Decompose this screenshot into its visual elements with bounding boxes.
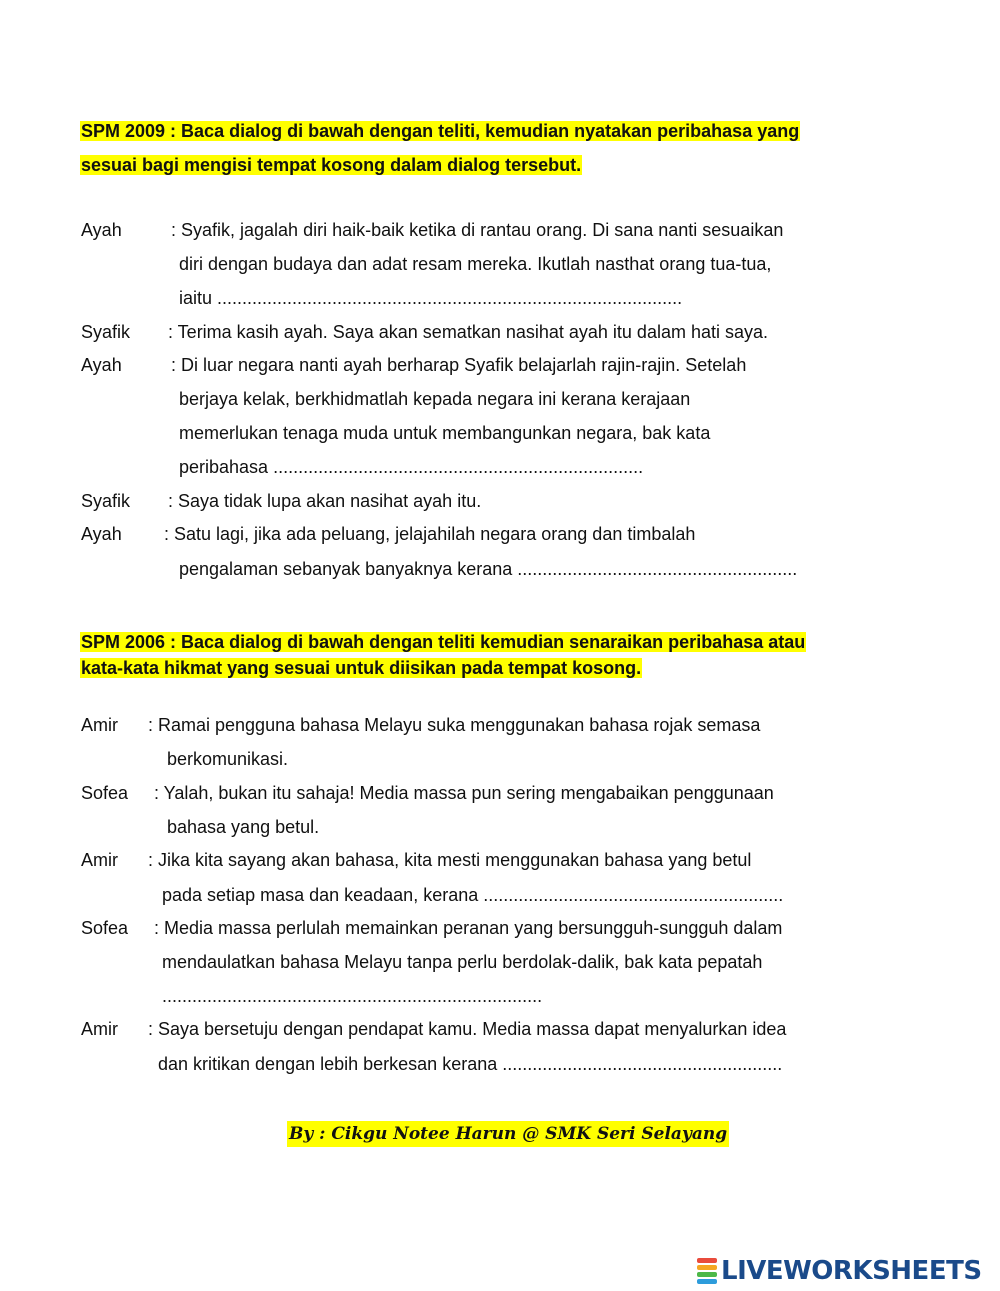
instruction-spm-2009 — [80, 114, 880, 182]
dialog-line: : Di luar negara nanti ayah berharap Syafik belajarlah rajin-rajin. Setelah — [171, 355, 747, 375]
logo-text: LIVEWORKSHEETS — [721, 1256, 982, 1286]
liveworksheets-logo[interactable] — [697, 1254, 982, 1288]
instruction-line-2: kata-kata hikmat yang sesuai untuk diisikan pada tempat kosong. — [81, 658, 642, 678]
dialog-line-blank: dan kritikan dengan lebih berkesan kerana ........................................................ — [158, 1054, 783, 1074]
speaker-label: Ayah — [81, 524, 122, 544]
dialog-line: : Saya tidak lupa akan nasihat ayah itu. — [168, 491, 482, 511]
logo-mark-segment — [697, 1272, 717, 1277]
dialog-line: : Satu lagi, jika ada peluang, jelajahilah negara orang dan timbalah — [164, 524, 696, 544]
dialog-line: berkomunikasi. — [167, 749, 289, 769]
dialog-line-blank: ............................................................................ — [162, 986, 543, 1006]
logo-mark-segment — [697, 1279, 717, 1284]
dialog-line: : Yalah, bukan itu sahaja! Media massa pun sering mengabaikan penggunaan — [154, 783, 774, 803]
instruction-spm-2006 — [80, 629, 880, 681]
speaker-label: Sofea — [81, 783, 129, 803]
dialog-line: : Saya bersetuju dengan pendapat kamu. Media massa dapat menyalurkan idea — [148, 1019, 787, 1039]
speaker-label: Amir — [81, 1019, 118, 1039]
dialog-line-blank: iaitu ............................................................................................. — [179, 288, 683, 308]
dialog-line: : Terima kasih ayah. Saya akan sematkan nasihat ayah itu dalam hati saya. — [168, 322, 769, 342]
dialog-line: : Syafik, jagalah diri haik-baik ketika di rantau orang. Di sana nanti sesuaikan — [171, 220, 784, 240]
instruction-line-1: SPM 2009 : Baca dialog di bawah dengan teliti, kemudian nyatakan peribahasa yang — [81, 121, 800, 141]
dialog-line: mendaulatkan bahasa Melayu tanpa perlu berdolak-dalik, bak kata pepatah — [162, 952, 763, 972]
liveworksheets-mark-icon — [697, 1257, 717, 1285]
instruction-line-1: SPM 2006 : Baca dialog di bawah dengan teliti kemudian senaraikan peribahasa atau — [81, 632, 806, 652]
author-credit: By : Cikgu Notee Harun @ SMK Seri Selayang — [287, 1121, 729, 1147]
speaker-label: Ayah — [81, 355, 122, 375]
logo-mark-segment — [697, 1265, 717, 1270]
dialog-line: diri dengan budaya dan adat resam mereka. Ikutlah nasthat orang tua-tua, — [179, 254, 772, 274]
dialog-line: : Media massa perlulah memainkan peranan yang bersungguh-sungguh dalam — [154, 918, 783, 938]
logo-mark-segment — [697, 1258, 717, 1263]
speaker-label: Ayah — [81, 220, 122, 240]
dialog-line-blank: pada setiap masa dan keadaan, kerana ............................................................ — [162, 885, 784, 905]
dialog-line: bahasa yang betul. — [167, 817, 320, 837]
instruction-line-2: sesuai bagi mengisi tempat kosong dalam dialog tersebut. — [81, 155, 582, 175]
speaker-label: Syafik — [81, 491, 131, 511]
speaker-label: Syafik — [81, 322, 131, 342]
dialog-line: berjaya kelak, berkhidmatlah kepada negara ini kerana kerajaan — [179, 389, 691, 409]
dialog-line: : Ramai pengguna bahasa Melayu suka menggunakan bahasa rojak semasa — [148, 715, 761, 735]
dialog-line-blank: peribahasa .......................................................................... — [179, 457, 644, 477]
dialog-line: : Jika kita sayang akan bahasa, kita mesti menggunakan bahasa yang betul — [148, 850, 752, 870]
speaker-label: Sofea — [81, 918, 129, 938]
speaker-label: Amir — [81, 850, 118, 870]
dialog-line-blank: pengalaman sebanyak banyaknya kerana ........................................................ — [179, 559, 798, 579]
speaker-label: Amir — [81, 715, 118, 735]
dialog-line: memerlukan tenaga muda untuk membangunkan negara, bak kata — [179, 423, 711, 443]
